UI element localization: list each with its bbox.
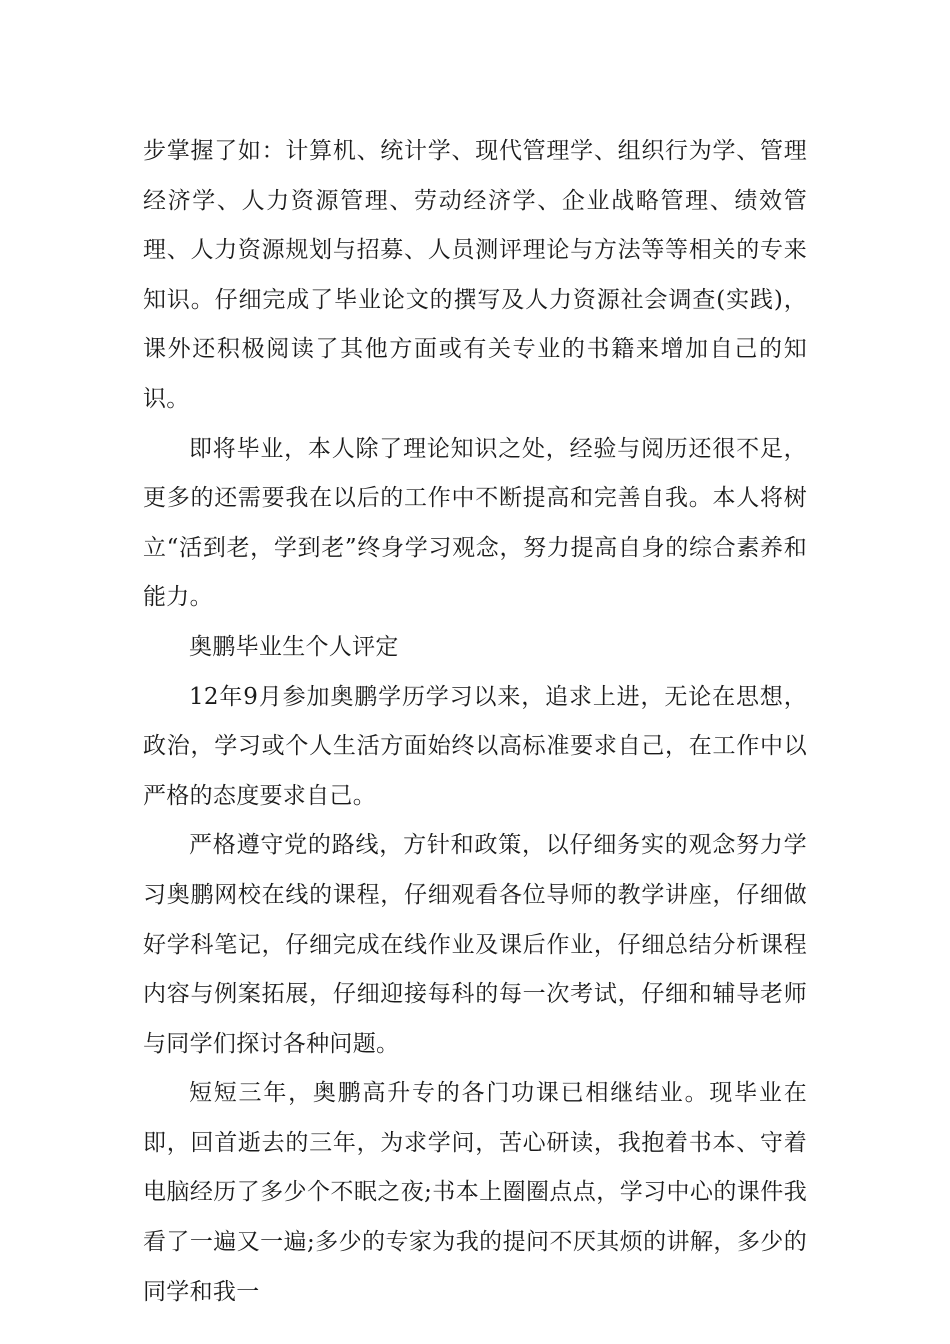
paragraph-1: 步掌握了如：计算机、统计学、现代管理学、组织行为学、管理经济学、人力资源管理、劳动经济学、企业战略管理、绩效管理、人力资源规划与招募、人员测评理论与方法等等相关的专来知识。仔细完成了毕业论文的撰写及人力资源社会调查(实践)，课外还积极阅读了其他方面或有关专业的书籍来增加自己的知识。: [143, 138, 807, 412]
paragraph-3: 12年9月参加奥鹏学历学习以来，追求上进，无论在思想，政治，学习或个人生活方面始终以高标准要求自己，在工作中以严格的态度要求自己。: [143, 683, 807, 809]
document-body: [143, 127, 807, 1317]
paragraph-4: 严格遵守党的路线，方针和政策，以仔细务实的观念努力学习奥鹏网校在线的课程，仔细观看各位导师的教学讲座，仔细做好学科笔记，仔细完成在线作业及课后作业，仔细总结分析课程内容与例案拓展，仔细迎接每科的每一次考试，仔细和辅导老师与同学们探讨各种问题。: [143, 832, 807, 1057]
section-heading: 奥鹏毕业生个人评定: [189, 633, 399, 660]
paragraph-5: 短短三年，奥鹏高升专的各门功课已相继结业。现毕业在即，回首逝去的三年，为求学问，苦心研读，我抱着书本、守着电脑经历了多少个不眠之夜;书本上圈圈点点，学习中心的课件我看了一遍又一遍;多少的专家为我的提问不厌其烦的讲解，多少的同学和我一: [143, 1080, 807, 1305]
paragraph-2: 即将毕业，本人除了理论知识之处，经验与阅历还很不足，更多的还需要我在以后的工作中不断提高和完善自我。本人将树立“活到老，学到老”终身学习观念，努力提高自身的综合素养和能力。: [143, 435, 807, 611]
